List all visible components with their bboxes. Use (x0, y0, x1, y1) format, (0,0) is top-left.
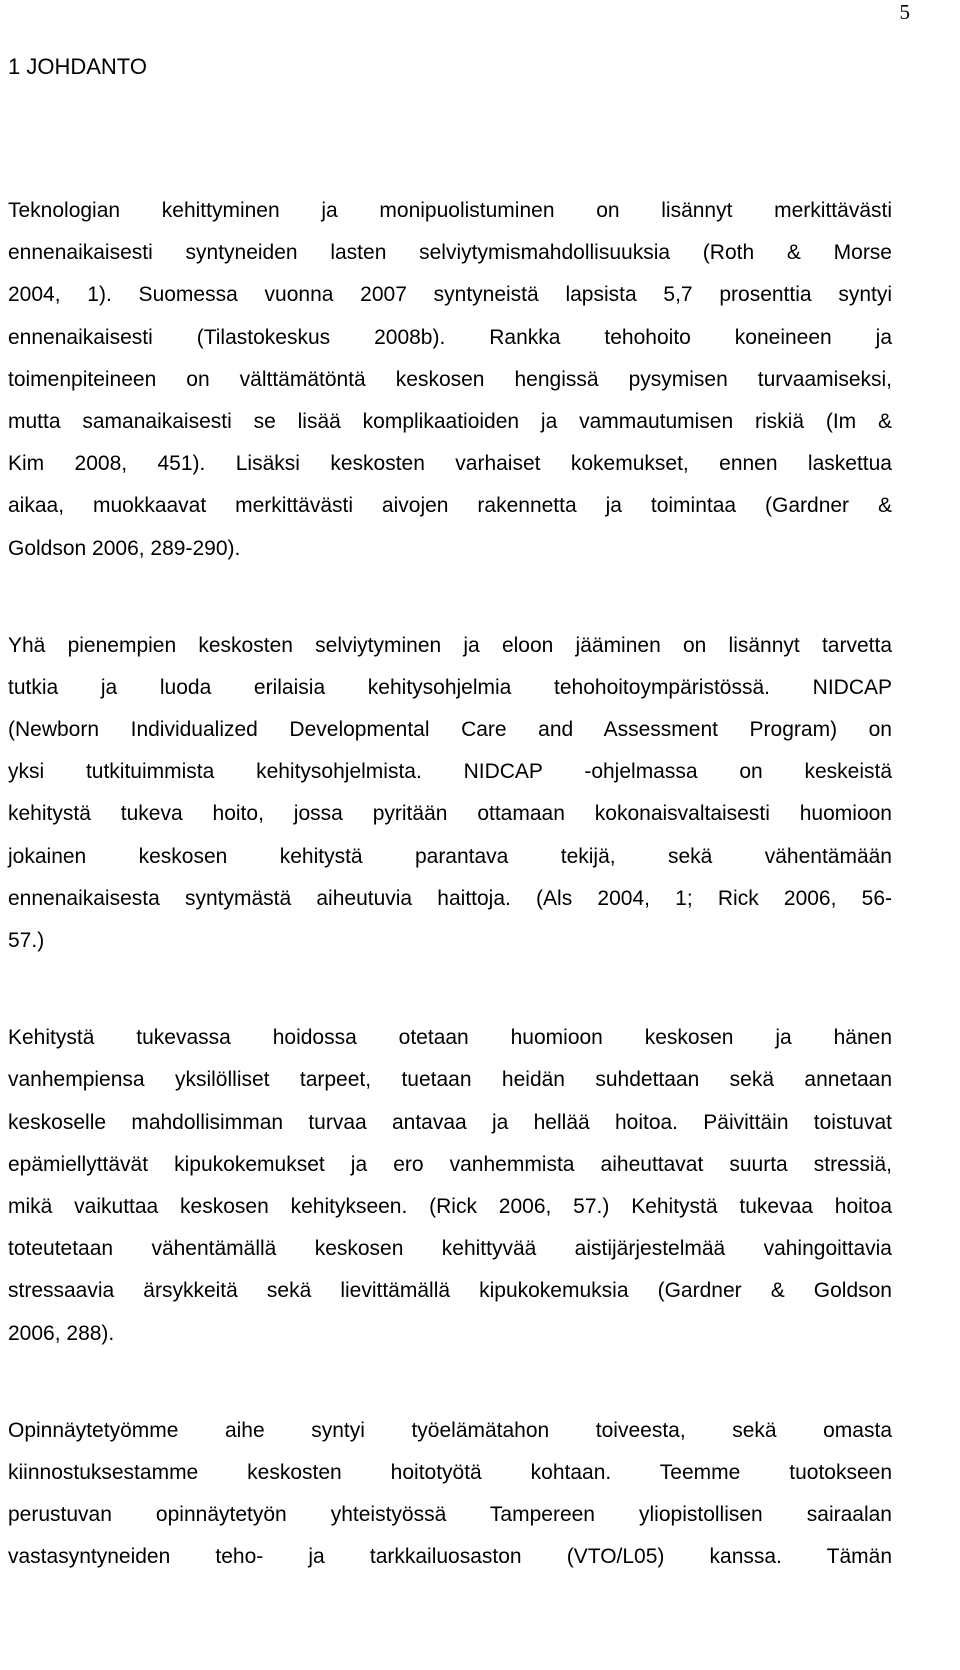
text-line: perustuvan opinnäytetyön yhteistyössä Tampereen yliopistollisen sairaalan (8, 1503, 892, 1527)
paragraph (8, 625, 892, 963)
text-line: epämiellyttävät kipukokemukset ja ero vanhemmista aiheuttavat suurta stressiä, (8, 1152, 892, 1176)
text-line: ennenaikaisesti (Tilastokeskus 2008b). Rankka tehohoito koneineen ja (8, 325, 892, 349)
text-line: mutta samanaikaisesti se lisää komplikaatioiden ja vammautumisen riskiä (Im & (8, 409, 892, 433)
text-line: Goldson 2006, 289-290). (8, 536, 241, 560)
text-line: jokainen keskosen kehitystä parantava tekijä, sekä vähentämään (8, 844, 892, 868)
text-line: Kim 2008, 451). Lisäksi keskosten varhaiset kokemukset, ennen laskettua (8, 452, 892, 476)
text-line: keskoselle mahdollisimman turvaa antavaa ja hellää hoitoa. Päivittäin toistuvat (8, 1110, 892, 1134)
paragraph (8, 1410, 892, 1579)
page-number: 5 (899, 0, 910, 24)
text-line: Teknologian kehittyminen ja monipuolistuminen on lisännyt merkittävästi (8, 199, 892, 222)
text-line: (Newborn Individualized Developmental Care and Assessment Program) on (8, 718, 892, 742)
document-body (8, 190, 892, 1633)
text-line: tutkia ja luoda erilaisia kehitysohjelmia tehohoitoympäristössä. NIDCAP (8, 675, 892, 699)
paragraph (8, 1017, 892, 1355)
text-line: yksi tutkituimmista kehitysohjelmista. NIDCAP -ohjelmassa on keskeistä (8, 760, 892, 784)
text-line: Yhä pienempien keskosten selviytyminen ja eloon jääminen on lisännyt tarvetta (8, 633, 892, 657)
text-line: stressaavia ärsykkeitä sekä lievittämällä kipukokemuksia (Gardner & Goldson (8, 1279, 892, 1303)
text-line: kiinnostuksestamme keskosten hoitotyötä kohtaan. Teemme tuotokseen (8, 1460, 892, 1484)
text-line: ennenaikaisesti syntyneiden lasten selviytymismahdollisuuksia (Roth & Morse (8, 241, 892, 265)
text-line: vastasyntyneiden teho- ja tarkkailuosaston (VTO/L05) kanssa. Tämän (8, 1545, 892, 1569)
text-line: kehitystä tukeva hoito, jossa pyritään ottamaan kokonaisvaltaisesti huomioon (8, 802, 892, 826)
chapter-heading: 1 JOHDANTO (8, 54, 147, 79)
text-line: toimenpiteineen on välttämätöntä keskosen hengissä pysymisen turvaamiseksi, (8, 367, 892, 391)
text-line: Opinnäytetyömme aihe syntyi työelämätahon toiveesta, sekä omasta (8, 1418, 892, 1442)
text-line: 2004, 1). Suomessa vuonna 2007 syntyneistä lapsista 5,7 prosenttia syntyi (8, 283, 892, 307)
text-line: vanhempiensa yksilölliset tarpeet, tuetaan heidän suhdettaan sekä annetaan (8, 1068, 892, 1092)
text-line: ennenaikaisesta syntymästä aiheutuvia haittoja. (Als 2004, 1; Rick 2006, 56- (8, 886, 892, 910)
text-line: aikaa, muokkaavat merkittävästi aivojen rakennetta ja toimintaa (Gardner & (8, 494, 892, 518)
text-line: mikä vaikuttaa keskosen kehitykseen. (Rick 2006, 57.) Kehitystä tukevaa hoitoa (8, 1194, 892, 1218)
text-line: Kehitystä tukevassa hoidossa otetaan huomioon keskosen ja hänen (8, 1026, 892, 1050)
text-line: toteutetaan vähentämällä keskosen kehittyvää aistijärjestelmää vahingoittavia (8, 1237, 892, 1261)
text-line: 57.) (8, 929, 45, 952)
paragraph (8, 190, 892, 570)
text-line: 2006, 288). (8, 1321, 115, 1345)
